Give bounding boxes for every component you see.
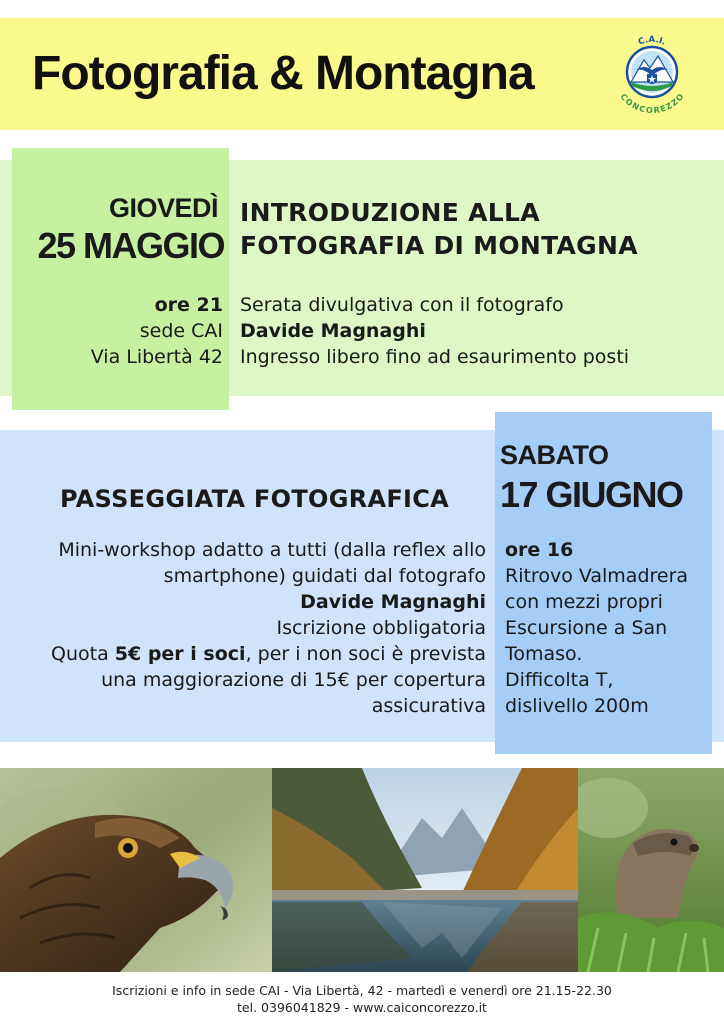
fee-prefix: Quota xyxy=(51,643,115,665)
fee-suffix: , per i non soci è prevista xyxy=(245,643,486,665)
event1-desc-line: Serata divulgativa con il fotografo xyxy=(240,294,564,316)
event2-photographer: Davide Magnaghi xyxy=(300,591,486,613)
event2-time: ore 16 xyxy=(505,539,574,561)
page-title: Fotografia & Montagna xyxy=(32,47,534,100)
event2-title: PASSEGGIATA FOTOGRAFICA xyxy=(60,485,450,513)
event2-details xyxy=(505,537,688,719)
mountain-lake-image xyxy=(272,768,578,972)
event2-fee xyxy=(14,641,486,667)
event1-title-line: FOTOGRAFIA DI MONTAGNA xyxy=(240,231,638,260)
logo-top-text: C.A.I. xyxy=(637,34,668,48)
event2-detail-line: dislivello 200m xyxy=(505,695,649,717)
event1-venue-line: Via Libertà 42 xyxy=(90,346,223,368)
cai-eagle-mountain-icon xyxy=(614,30,690,114)
event1-photographer: Davide Magnaghi xyxy=(240,320,426,342)
event2-detail-line: Escursione a San xyxy=(505,617,668,639)
photo-strip xyxy=(0,768,724,972)
event1-desc-line: Ingresso libero fino ad esaurimento posti xyxy=(240,346,630,368)
photo-eagle xyxy=(0,768,272,972)
cai-logo xyxy=(614,30,690,114)
event1-date-box xyxy=(12,148,229,410)
event2-weekday: SABATO xyxy=(500,440,609,470)
event1-time: ore 21 xyxy=(154,294,223,316)
fee-members: 5€ per i soci xyxy=(114,643,246,665)
event2-desc-line: Mini-workshop adatto a tutti (dalla reflex allo xyxy=(58,539,486,561)
event1-venue-line: sede CAI xyxy=(139,320,223,342)
event2-detail-line: Ritrovo Valmadrera xyxy=(505,565,689,587)
event1-date: 25 MAGGIO xyxy=(37,225,224,266)
event1-description xyxy=(240,292,629,370)
event2-fee-line: assicurativa xyxy=(371,695,486,717)
footer-contact[interactable]: tel. 0396041829 - www.caiconcorezzo.it xyxy=(237,1000,487,1015)
event1-time-venue xyxy=(12,292,223,370)
event2-detail-line: con mezzi propri xyxy=(505,591,663,613)
footer xyxy=(0,982,724,1016)
event2-fee-line: una maggiorazione di 15€ per copertura xyxy=(101,669,486,691)
event1-title-line: INTRODUZIONE ALLA xyxy=(240,198,540,227)
logo-bottom-text: CONCOREZZO xyxy=(618,92,686,114)
eagle-image xyxy=(0,768,272,972)
event2-detail-line: Tomaso. xyxy=(505,643,583,665)
event2-desc-line: smartphone) guidati dal fotografo xyxy=(163,565,486,587)
photo-marmot xyxy=(578,768,724,972)
event2-date: 17 GIUGNO xyxy=(500,474,683,515)
event2-registration: Iscrizione obbligatoria xyxy=(276,617,486,639)
event2-description xyxy=(14,537,486,719)
event1-weekday: GIOVEDÌ xyxy=(108,193,218,223)
footer-line: Iscrizioni e info in sede CAI - Via Libertà, 42 - martedì e venerdì ore 21.15-22.30 xyxy=(112,983,612,998)
photo-lake xyxy=(272,768,578,972)
marmot-image xyxy=(578,768,724,972)
event2-detail-line: Difficolta T, xyxy=(505,669,614,691)
event1-title xyxy=(240,196,638,262)
